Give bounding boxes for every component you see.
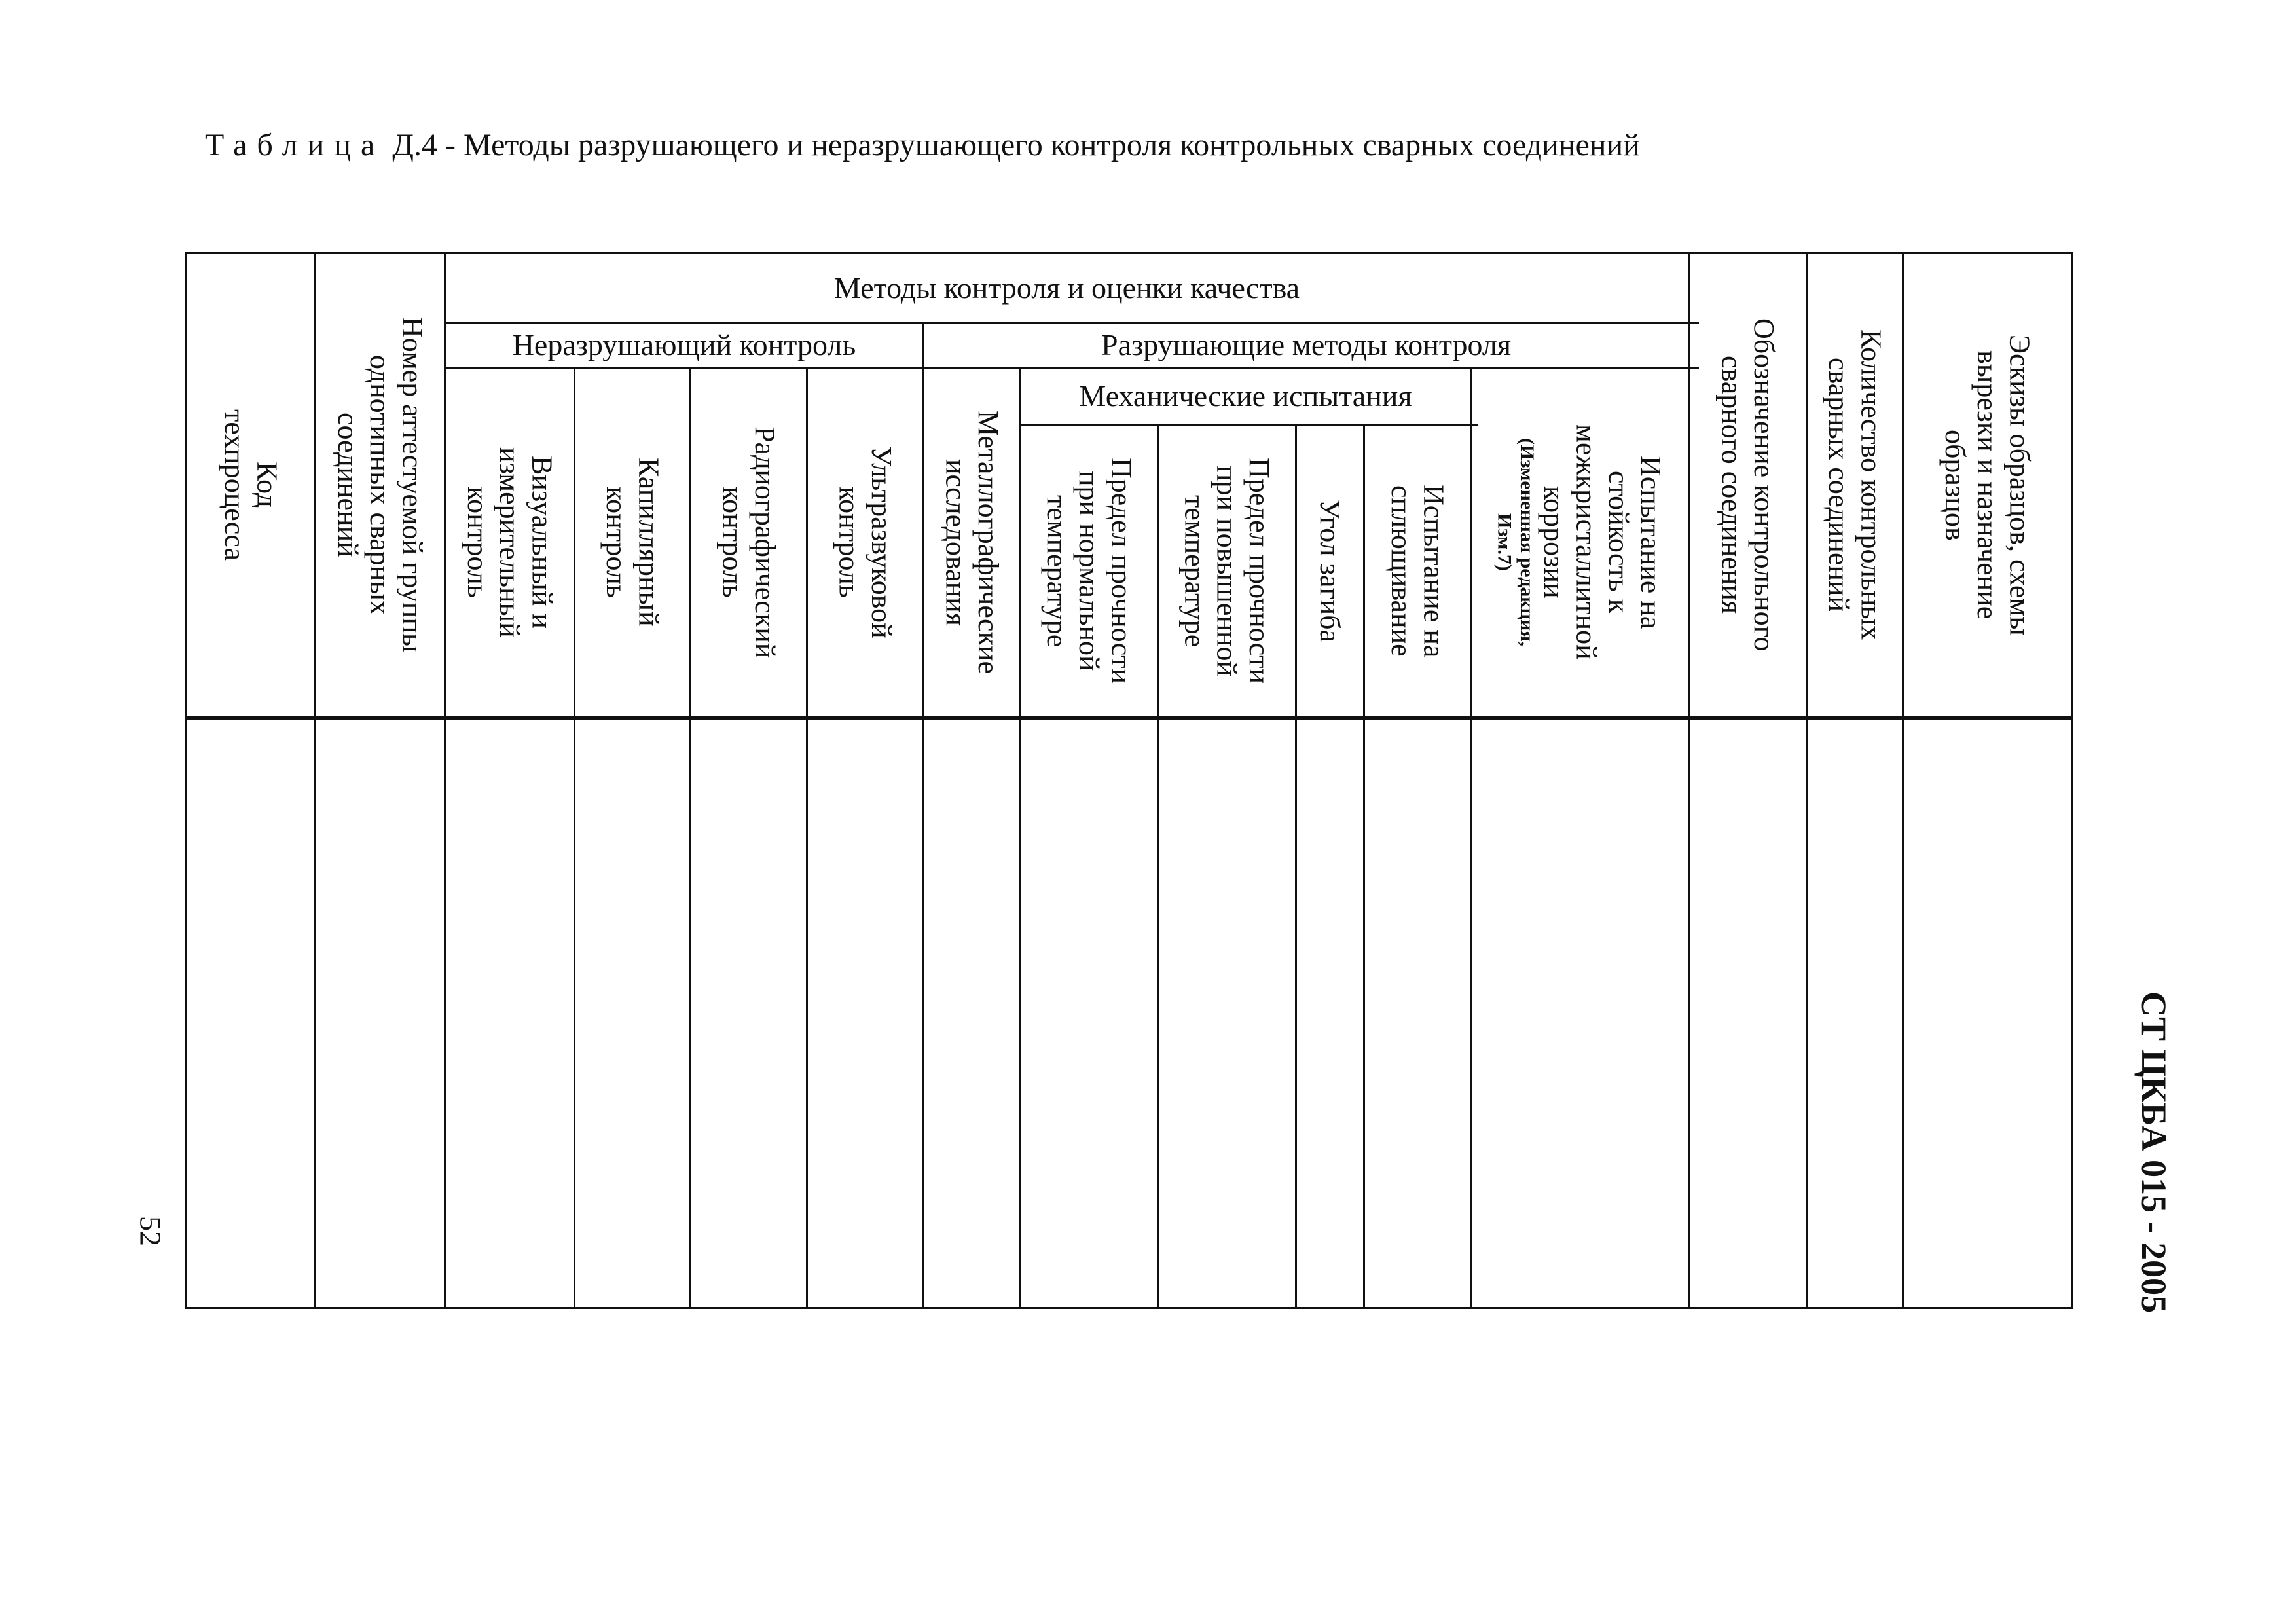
- header-nondestructive-text: Неразрушающий контроль: [512, 328, 856, 362]
- header-radiographic-text: Радиографический контроль: [716, 426, 781, 659]
- header-ultrasonic: [808, 369, 922, 716]
- header-designation-text: Обозначение контрольного сварного соединения: [1715, 318, 1780, 652]
- header-strength-normal-text: Предел прочности при нормальной температуре: [1040, 458, 1138, 684]
- page-number: [131, 1198, 170, 1264]
- header-flattening: [1365, 426, 1470, 716]
- header-quantity: [1808, 254, 1902, 716]
- document-code: [2124, 956, 2183, 1349]
- caption-word: Таблица: [205, 128, 385, 162]
- header-metallographic-text: Металлографические исследования: [939, 410, 1004, 674]
- header-methods: [446, 254, 1688, 322]
- header-bend-angle-text: Угол загиба: [1314, 499, 1347, 643]
- header-mechanical: [1021, 369, 1470, 424]
- table-border-right: [2071, 252, 2073, 1309]
- header-corrosion-main: Испытание на стойкость к межкристаллитной коррозии: [1538, 424, 1667, 660]
- header-code: [187, 254, 314, 716]
- table-caption: [205, 130, 1640, 161]
- header-radiographic: [691, 369, 806, 716]
- table-border-bottom: [185, 1307, 2073, 1309]
- header-bottom-divider: [185, 716, 2073, 720]
- header-metallographic: [924, 369, 1019, 716]
- header-destructive: [924, 324, 1688, 367]
- header-code-text: Код техпроцесса: [219, 409, 283, 561]
- header-corrosion-note: (Измененная редакция, Изм.7): [1493, 438, 1538, 646]
- header-destructive-text: Разрушающие методы контроля: [1101, 328, 1512, 362]
- header-flattening-text: Испытание на сплющивание: [1385, 484, 1450, 658]
- header-strength-normal: [1021, 426, 1157, 716]
- page-number-text: 52: [134, 1216, 168, 1246]
- header-group-text: Номер аттестуемой группы однотипных сварных соединений: [331, 317, 429, 653]
- caption-text: - Методы разрушающего и неразрушающего контроля контрольных сварных соединений: [445, 128, 1640, 162]
- header-sketches-text: Эскизы образцов, схемы вырезки и назначение образцов: [1939, 334, 2036, 636]
- header-sketches: [1904, 254, 2071, 716]
- header-visual-text: Визуальный и измерительный контроль: [461, 447, 558, 638]
- header-strength-high-text: Предел прочности при повышенной температуре: [1178, 458, 1275, 684]
- header-capillary-text: Капиллярный контроль: [600, 458, 665, 627]
- header-corrosion: [1472, 369, 1688, 716]
- header-methods-text: Методы контроля и оценки качества: [833, 270, 1300, 304]
- caption-number: Д.4: [392, 128, 438, 162]
- header-bend-angle: [1297, 426, 1363, 716]
- header-ultrasonic-text: Ультразвуковой контроль: [833, 446, 898, 638]
- header-designation: [1690, 254, 1806, 716]
- header-visual: [446, 369, 574, 716]
- header-group: [316, 254, 444, 716]
- document-code-text: СТ ЦКБА 015 - 2005: [2134, 991, 2174, 1314]
- header-strength-high: [1159, 426, 1295, 716]
- header-quantity-text: Количество контрольных сварных соединений: [1823, 329, 1887, 640]
- header-corrosion-text: [1493, 424, 1667, 660]
- header-capillary: [575, 369, 689, 716]
- header-mechanical-text: Механические испытания: [1079, 379, 1412, 413]
- header-nondestructive: [446, 324, 922, 367]
